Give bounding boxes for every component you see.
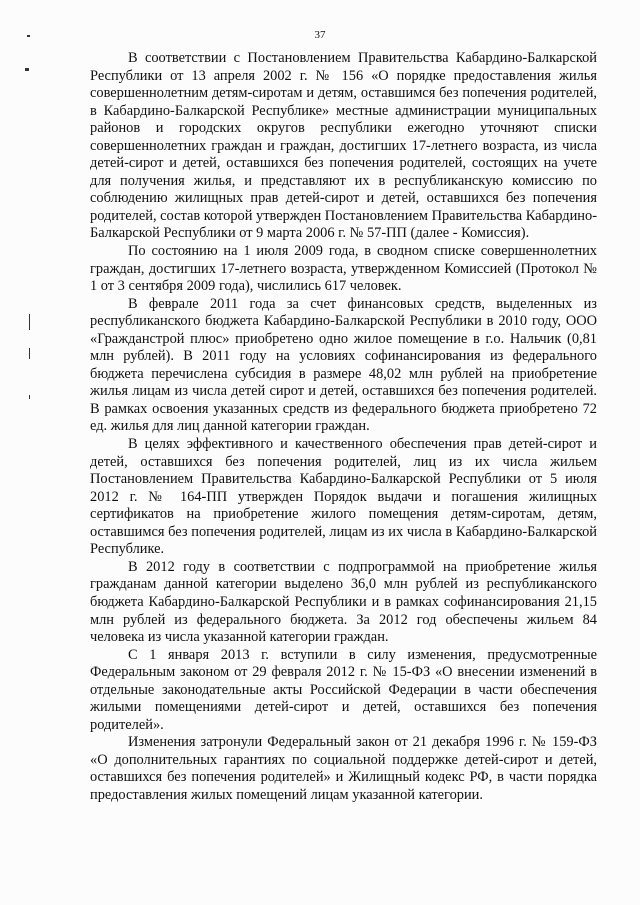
- page-number: 37: [314, 29, 326, 41]
- scan-margin-line: [29, 314, 30, 330]
- paragraph-funding-2012: В 2012 году в соответствии с подпрограммой на приобретение жилья гражданам данной категории выделено 36,0 млн рублей из республиканского бюджета Кабардино-Балкарской Республики и в рамках софинансирования 21,15 млн рублей из федерального бюджета. За 2012 год обеспечены жильем 84 человека из числа указанной категории граждан.: [90, 558, 597, 646]
- paragraph-law-changes-2013: С 1 января 2013 г. вступили в силу изменения, предусмотренные Федеральным законом от 29 февраля 2012 г. № 15-ФЗ «О внесении изменений в отдельные законодательные акты Российской Федерации в части обеспечения жилыми помещениями детей-сирот и детей, оставшихся без попечения родителей».: [90, 646, 597, 733]
- paragraph-status-2009: По состоянию на 1 июля 2009 года, в сводном списке совершеннолетних граждан, достигших 17-летнего возраста, утвержденном Комиссией (Протокол № 1 от 3 сентября 2009 года), числились 617 человек.: [90, 243, 597, 295]
- scan-speck: [25, 68, 29, 71]
- paragraph-housing-certificates: В целях эффективного и качественного обеспечения прав детей-сирот и детей, оставшихся без попечения родителей, лиц из их числа жильем Постановлением Правительства Кабардино-Балкарской Республики от 5 июля 2012 г. № 164-ПП утвержден Порядок выдачи и погашения жилищных сертификатов на приобретение жилого помещения детям-сиротам, детям, оставшимся без попечения родителей, лицам из их числа в Кабардино-Балкарской Республике.: [90, 436, 597, 558]
- paragraph-resolution-156: В соответствии с Постановлением Правительства Кабардино-Балкарской Республики от 13 апреля 2002 г. № 156 «О порядке предоставления жилья совершеннолетним детям-сиротам и детям, оставшимся без попечения родителей, в Кабардино-Балкарской Республике» местные администрации муниципальных районов и городских округов республики ежегодно уточняют списки совершеннолетних граждан и граждан, достигших 17-летнего возраста, из числа детей-сирот и детей, оставшихся без попечения родителей, состоящих на учете для получения жилья, и представляют их в республиканскую комиссию по соблюдению жилищных прав детей-сирот и детей, оставшихся без попечения родителей, состав которой утвержден Постановлением Правительства Кабардино-Балкарской Республики от 9 марта 2006 г. № 57-ПП (далее - Комиссия).: [90, 50, 597, 242]
- scan-margin-line: [29, 348, 30, 359]
- paragraph-funding-2011: В феврале 2011 года за счет финансовых средств, выделенных из республиканского бюджета Кабардино-Балкарской Республики в 2010 году, ООО «Гражданстрой плюс» приобретено одно жилое помещение в г.о. Нальчик (0,81 млн рублей). В 2011 году на условиях софинансирования из федерального бюджета перечислена субсидия в размере 48,02 млн рублей на приобретение жилья лицам из числа детей сирот и детей, оставшихся без попечения родителей. В рамках освоения указанных средств из федерального бюджета приобретено 72 ед. жилья для лиц данной категории граждан.: [90, 295, 597, 435]
- document-body: [90, 50, 597, 805]
- scan-margin-line: [29, 395, 30, 399]
- paragraph-affected-laws: Изменения затронули Федеральный закон от 21 декабря 1996 г. № 159-ФЗ «О дополнительных гарантиях по социальной поддержке детей-сирот и детей, оставшихся без попечения родителей» и Жилищный кодекс РФ, в части порядка предоставления жилых помещений лицам указанной категории.: [90, 734, 597, 803]
